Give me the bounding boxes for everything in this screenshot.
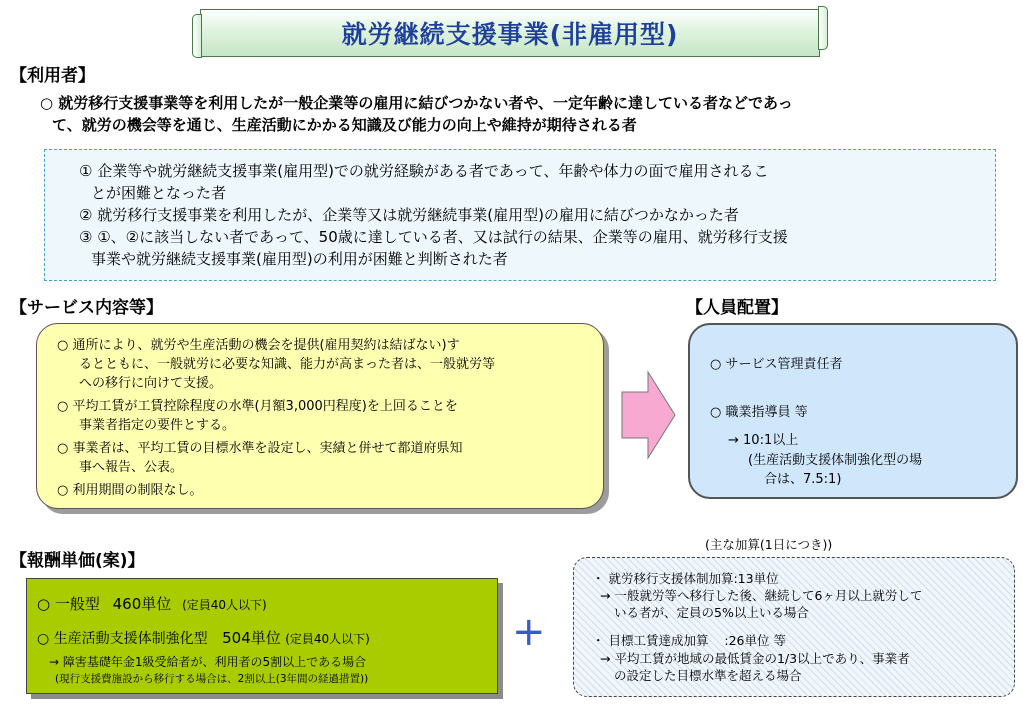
services-heading: 【サービス内容等】 bbox=[10, 298, 163, 318]
reward-condition: → 障害基礎年金1級受給者が、利用者の5割以上である場合 bbox=[49, 655, 367, 669]
eligibility-item: ① 企業等や就労継続支援事業(雇用型)での就労経験がある者であって、年齢や体力の面で雇用されるこ とが困難となった者 bbox=[79, 162, 769, 202]
additions-box bbox=[573, 557, 1015, 697]
staff-note-line1: (生産活動支援体制強化型の場 bbox=[748, 453, 923, 468]
eligibility-item: ③ ①、②に該当しない者であって、50歳に達している者、又は試行の結果、企業等の雇用、就労移行支援 事業や就労継続支援事業(雇用型)の利用が困難と判断された者 bbox=[79, 228, 788, 268]
addition-item-desc: → 一般就労等へ移行した後、継続して6ヶ月以上就労して bbox=[600, 588, 923, 603]
addition-item-title: ・ 就労移行支援体制加算:13単位 bbox=[592, 571, 779, 586]
addition-item-desc: の設定した目標水準を超える場合 bbox=[614, 668, 802, 683]
staffing-box bbox=[688, 323, 1018, 499]
users-heading: 【利用者】 bbox=[10, 66, 95, 86]
eligibility-box bbox=[44, 149, 996, 281]
addition-item-desc: いる者が、定員の5%以上いる場合 bbox=[614, 605, 809, 620]
arrow-right-icon bbox=[620, 370, 678, 460]
page-title: 就労継続支援事業(非雇用型) bbox=[341, 20, 679, 49]
reward-box bbox=[26, 578, 498, 694]
staff-ratio: → 10:1以上 bbox=[728, 433, 799, 448]
reward-heading: 【報酬単価(案)】 bbox=[10, 551, 145, 571]
addition-item-desc: → 平均工賃が地域の最低賃金の1/3以上であり、事業者 bbox=[600, 651, 910, 666]
users-summary-line1: ○ 就労移行支援事業等を利用したが一般企業等の雇用に結びつかない者や、一定年齢に達している者などであっ bbox=[40, 94, 793, 112]
service-item: ○ 事業者は、平均工賃の目標水準を設定し、実績と併せて都道府県知 事へ報告、公表。 bbox=[57, 441, 463, 475]
eligibility-item: ② 就労移行支援事業を利用したが、企業等又は就労継続事業(雇用型)の雇用に結びつかなかった者 bbox=[79, 206, 739, 224]
reward-enhanced-row: ○ 生産活動支援体制強化型 504単位 (定員40人以下) bbox=[37, 629, 370, 647]
service-box bbox=[36, 323, 604, 509]
staff-item-manager: ○ サービス管理責任者 bbox=[710, 357, 843, 372]
reward-general-row: ○ 一般型 460単位 (定員40人以下) bbox=[37, 595, 267, 613]
users-summary-line2: て、就労の機会等を通じ、生産活動にかかる知識及び能力の向上や維持が期待される者 bbox=[52, 116, 637, 134]
staff-item-instructor: ○ 職業指導員 等 bbox=[710, 405, 808, 420]
service-item: ○ 通所により、就労や生産活動の機会を提供(雇用契約は結ばない)す るとともに、一般就労に必要な知識、能力が高まった者は、一般就労等 への移行に向けて支援。 bbox=[57, 338, 496, 391]
additions-caption: (主な加算(1日につき)) bbox=[705, 537, 833, 552]
reward-transition-note: (現行支援費施設から移行する場合は、2割以上(3年間の経過措置)) bbox=[55, 673, 369, 685]
service-item: ○ 利用期間の制限なし。 bbox=[57, 483, 203, 498]
addition-item-title: ・ 目標工賃達成加算 :26単位 等 bbox=[592, 633, 786, 648]
plus-icon: + bbox=[512, 609, 546, 655]
staff-note-line2: 合は、7.5:1) bbox=[764, 472, 842, 487]
service-item: ○ 平均工賃が工賃控除程度の水準(月額3,000円程度)を上回ることを 事業者指定の要件とする。 bbox=[57, 399, 458, 433]
scroll-curl-right bbox=[818, 6, 828, 50]
title-banner bbox=[200, 9, 820, 57]
scroll-curl-left bbox=[192, 14, 202, 58]
staffing-heading: 【人員配置】 bbox=[686, 298, 788, 318]
